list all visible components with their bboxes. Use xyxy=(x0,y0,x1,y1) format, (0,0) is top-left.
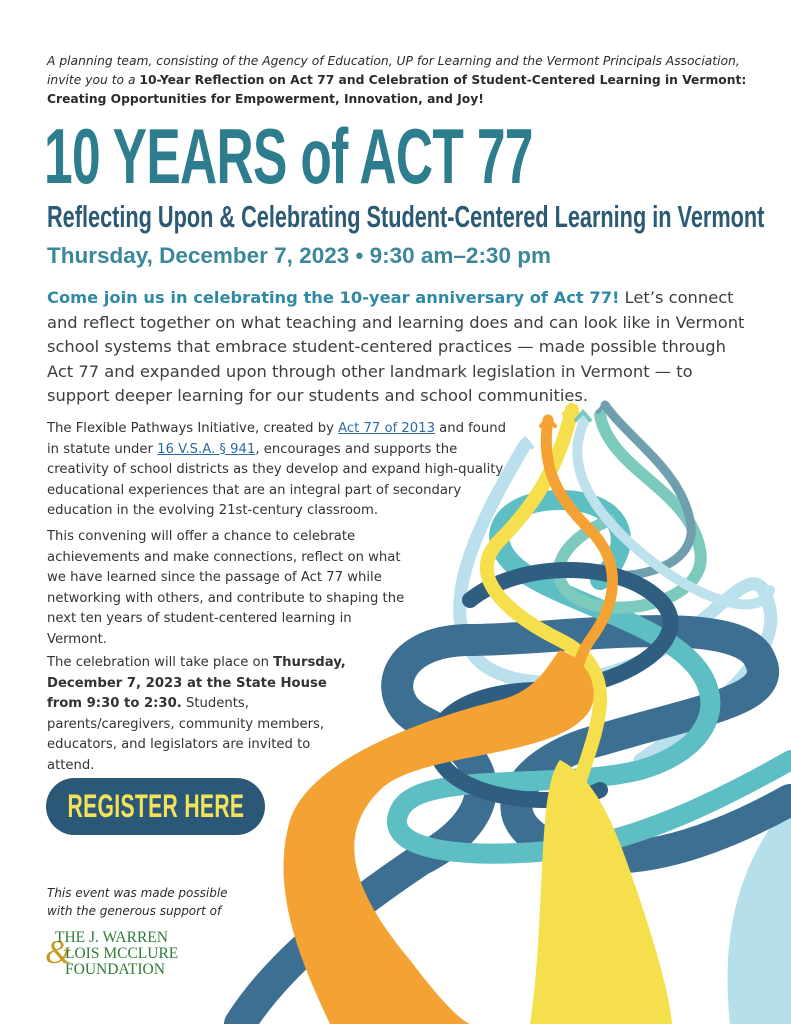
support-note: This event was made possible with the generous support of xyxy=(47,886,228,918)
para3-text-b: Students, parents/caregivers, community members, educators, and legislators are invited to attend. xyxy=(47,696,325,773)
convening-paragraph: This convening will offer a chance to celebrate achievements and make connections, reflect on what we have learned since the passage of Act 77 while networking with others, and contribute to shaping the next ten years of student-centered learning in Vermont. xyxy=(47,529,405,647)
logo-ampersand: & xyxy=(45,934,72,971)
lead-highlight: Come join us in celebrating the 10-year anniversary of Act 77! xyxy=(47,288,620,307)
para1-text-a: The Flexible Pathways Initiative, created by xyxy=(47,421,339,436)
flexible-pathways-paragraph xyxy=(47,419,507,522)
intro-bold: 10-Year Reflection on Act 77 and Celebration of Student-Centered Learning in Vermont: Creating Opportunities for Empowerment, Innovation, and Joy! xyxy=(47,73,747,106)
para1-text-b: and found in statute under xyxy=(47,421,506,457)
page-title: 10 YEARS of ACT 77 xyxy=(44,112,533,200)
celebration-paragraph xyxy=(47,653,357,776)
event-datetime: Thursday, December 7, 2023 • 9:30 am–2:30 pm xyxy=(47,243,551,268)
page-subtitle: Reflecting Upon & Celebrating Student-Centered Learning in Vermont xyxy=(47,199,765,234)
para3-bold: Thursday, December 7, 2023 at the State House from 9:30 to 2:30. xyxy=(47,655,346,711)
statute-link[interactable]: 16 V.S.A. § 941 xyxy=(157,441,256,457)
intro-italic: A planning team, consisting of the Agency of Education, UP for Learning and the Vermont Principals Association, invite you to a xyxy=(47,54,740,87)
foundation-logo xyxy=(45,930,185,980)
logo-line-3: FOUNDATION xyxy=(65,961,165,978)
register-button-label: REGISTER HERE xyxy=(67,788,244,824)
para3-text-a: The celebration will take place on xyxy=(47,655,274,670)
para1-text-c: , encourages and supports the creativity of school districts as they develop and expand high-quality educational experiences that are an integral part of secondary education in the evolving 21st-century classroom. xyxy=(47,441,504,518)
intro-text xyxy=(47,52,747,109)
lead-rest: Let’s connect and reflect together on what teaching and learning does and can look like in Vermont school systems that embrace student-centered practices — made possible through Act 77 and expanded upon through other landmark legislation in Vermont — to support deeper learning for our students and school communities. xyxy=(47,288,745,405)
lead-paragraph xyxy=(47,286,747,409)
register-button[interactable] xyxy=(46,778,265,835)
logo-line-1: THE J. WARREN xyxy=(55,929,168,946)
act-77-link[interactable]: Act 77 of 2013 xyxy=(338,421,435,436)
logo-line-2: LOIS MCCLURE xyxy=(65,945,179,962)
